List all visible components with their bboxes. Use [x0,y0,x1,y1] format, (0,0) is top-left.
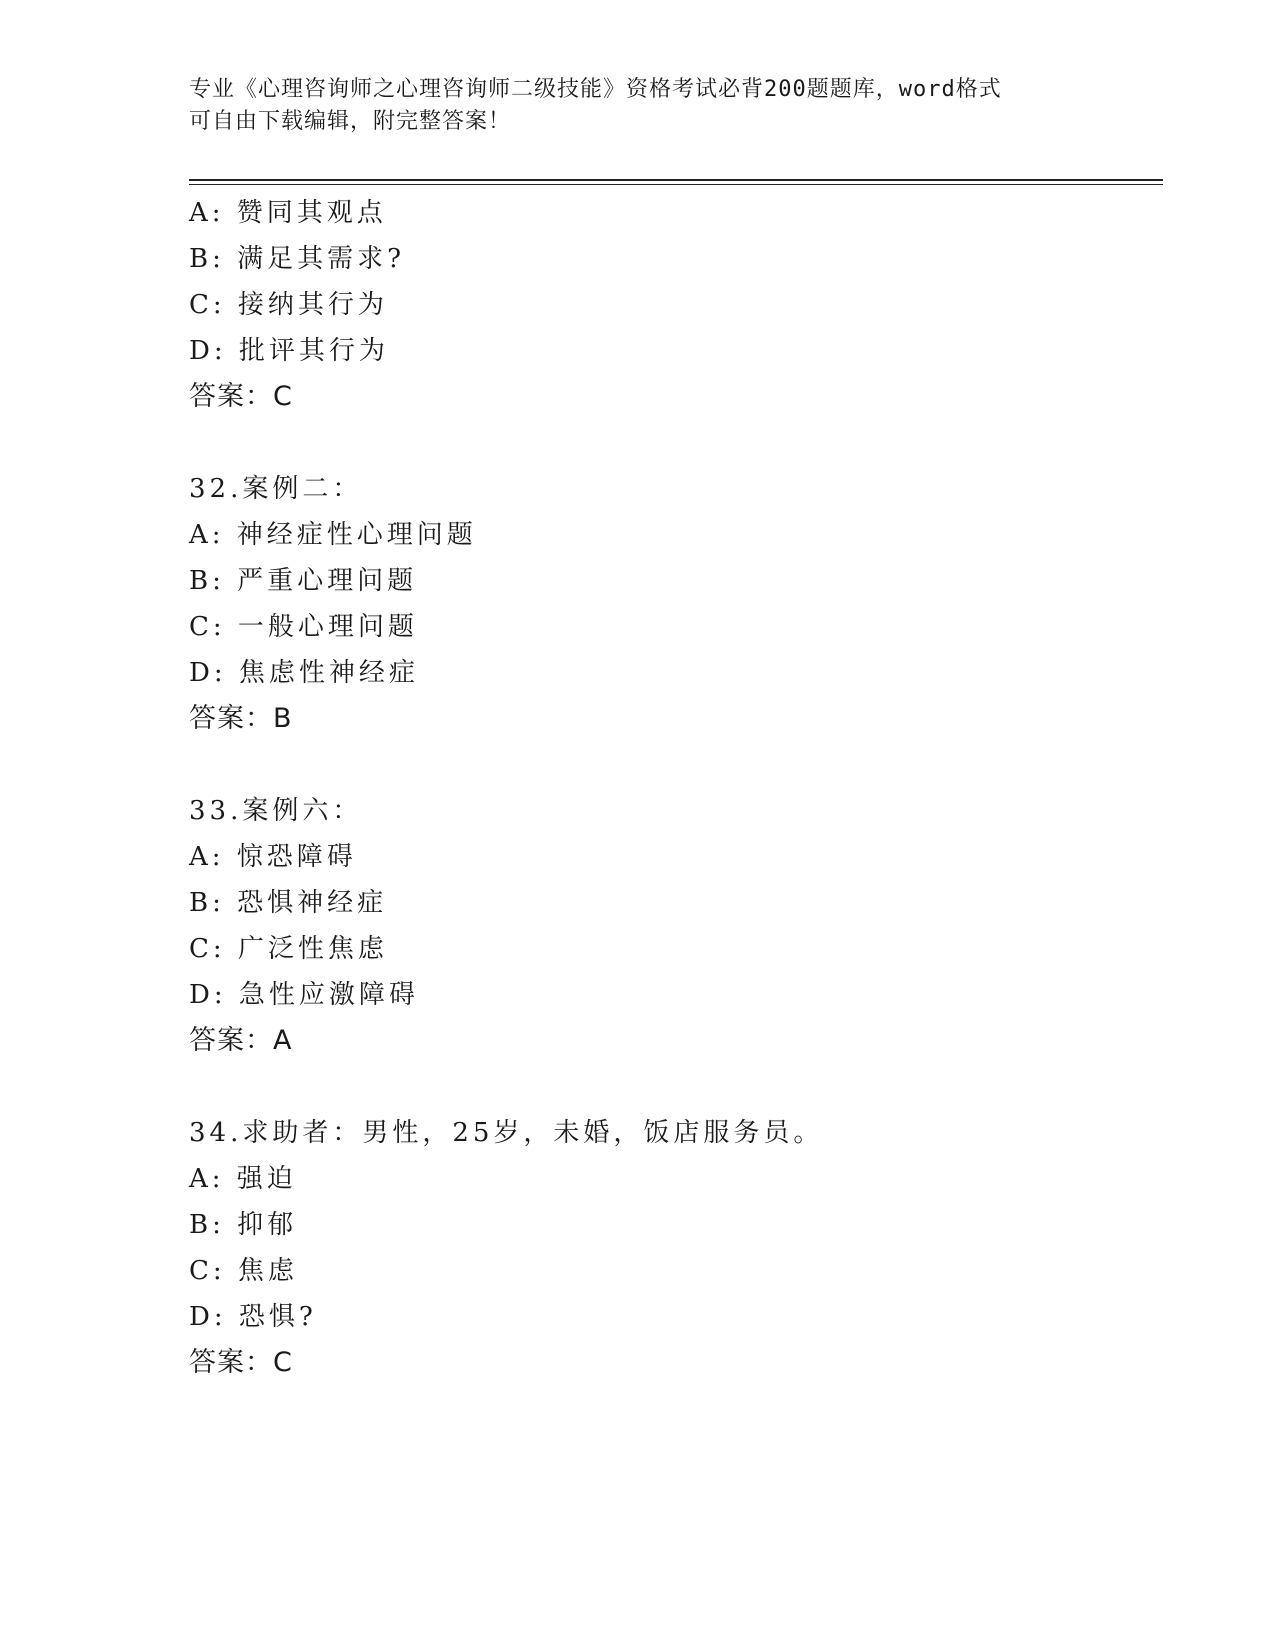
option-b: B: 严重心理问题 [189,566,418,596]
option-a: A: 神经症性心理问题 [189,520,477,550]
question-stem: 34.求助者：男性，25岁，未婚，饭店服务员。 [189,1118,824,1148]
option-a: A: 惊恐障碍 [189,842,357,872]
question-stem: 32.案例二： [189,474,363,504]
option-d: D: 恐惧? [189,1302,317,1332]
header-divider-thick [189,179,1163,181]
option-d: D: 批评其行为 [189,336,389,366]
question-block-32 [189,466,1149,742]
header-line-2: 可自由下载编辑，附完整答案！ [189,109,512,134]
question-block-34 [189,1110,1149,1386]
question-stem: 33.案例六： [189,796,363,826]
option-c: C: 焦虑 [189,1256,298,1286]
option-b: B: 满足其需求? [189,244,406,274]
question-list [189,190,1149,1386]
option-c: C: 一般心理问题 [189,612,418,642]
answer-line: 答案：C [189,1347,293,1378]
option-c: C: 广泛性焦虑 [189,934,388,964]
option-a: A: 赞同其观点 [189,198,387,228]
answer-line: 答案：B [189,703,293,734]
document-header [189,74,1089,138]
header-divider-thin [189,184,1163,185]
header-line-1: 专业《心理咨询师之心理咨询师二级技能》资格考试必背200题题库，word格式 [189,77,1002,102]
option-b: B: 恐惧神经症 [189,888,388,918]
option-c: C: 接纳其行为 [189,290,388,320]
question-block-partial [189,190,1149,420]
option-d: D: 急性应激障碍 [189,980,419,1010]
answer-line: 答案：A [189,1025,293,1056]
option-b: B: 抑郁 [189,1210,298,1240]
question-block-33 [189,788,1149,1064]
option-a: A: 强迫 [189,1164,297,1194]
answer-line: 答案：C [189,381,293,412]
option-d: D: 焦虑性神经症 [189,658,419,688]
